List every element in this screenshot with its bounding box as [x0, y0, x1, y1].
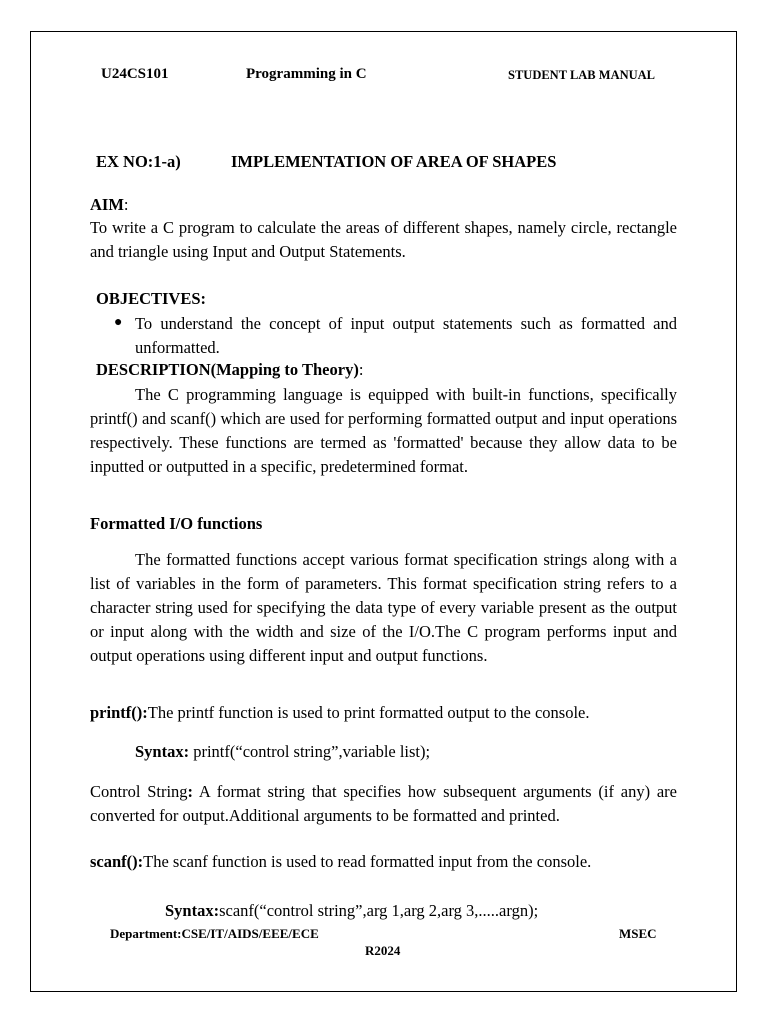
control-string-colon: : — [187, 782, 194, 801]
description-label: DESCRIPTION(Mapping to Theory) — [96, 360, 359, 379]
control-string-label: Control String — [90, 782, 188, 801]
scanf-syntax — [165, 901, 538, 921]
footer-department: Department:CSE/IT/AIDS/EEE/ECE — [110, 926, 319, 941]
aim-text: To write a C program to calculate the areas of different shapes, namely circle, rectangle and triangle using Input and Output Statements. — [90, 218, 677, 261]
aim-heading — [90, 193, 677, 217]
aim-label: AIM — [90, 195, 124, 214]
scanf-description: The scanf function is used to read formatted input from the console. — [143, 852, 592, 871]
description-colon: : — [358, 360, 364, 379]
control-string-text: A format string that specifies how subsequent arguments (if any) are converted for output.Additional arguments to be formatted and printed. — [90, 782, 677, 825]
scanf-syntax-label: Syntax: — [165, 901, 220, 920]
scanf-syntax-text: scanf(“control string”,arg 1,arg 2,arg 3,.....argn); — [219, 901, 539, 920]
aim-colon: : — [123, 195, 129, 214]
control-string-paragraph — [90, 780, 677, 828]
printf-description: The printf function is used to print formatted output to the console. — [147, 703, 590, 722]
printf-syntax-label: Syntax: — [135, 742, 190, 761]
printf-label: printf(): — [90, 703, 148, 722]
exercise-number: EX NO:1-a) — [96, 152, 181, 171]
scanf-label: scanf(): — [90, 852, 144, 871]
manual-label: STUDENT LAB MANUAL — [508, 68, 656, 82]
footer-college: MSEC — [619, 926, 657, 941]
printf-syntax — [135, 742, 430, 762]
description-text: The C programming language is equipped with built-in functions, specifically printf() and scanf() which are used for performing formatted output and input operations respectively. These functions are termed as 'formatted' because they allow data to be inputted or outputted in a specific, predetermined format. — [90, 385, 677, 476]
printf-syntax-text: printf(“control string”,variable list); — [189, 742, 431, 761]
formatted-io-text: The formatted functions accept various format specification strings along with a list of variables in the form of parameters. This format specification string refers to a character string used for specifying the data type of every variable present as the output or input along with the width and size of the I/O.The C program performs input and output operations using different input and output functions. — [90, 550, 677, 665]
page-border — [30, 31, 737, 992]
bullet-icon: ● — [114, 315, 123, 330]
description-heading — [96, 360, 363, 380]
formatted-io-heading: Formatted I/O functions — [90, 514, 263, 533]
course-name: Programming in C — [246, 66, 367, 82]
exercise-title: IMPLEMENTATION OF AREA OF SHAPES — [231, 152, 557, 171]
printf-line — [90, 703, 589, 723]
objective-item: To understand the concept of input output statements such as formatted and unformatted. — [135, 314, 677, 357]
course-code: U24CS101 — [101, 66, 169, 82]
footer-regulation: R2024 — [365, 943, 401, 958]
scanf-line — [90, 852, 591, 872]
objectives-heading: OBJECTIVES: — [96, 289, 207, 308]
